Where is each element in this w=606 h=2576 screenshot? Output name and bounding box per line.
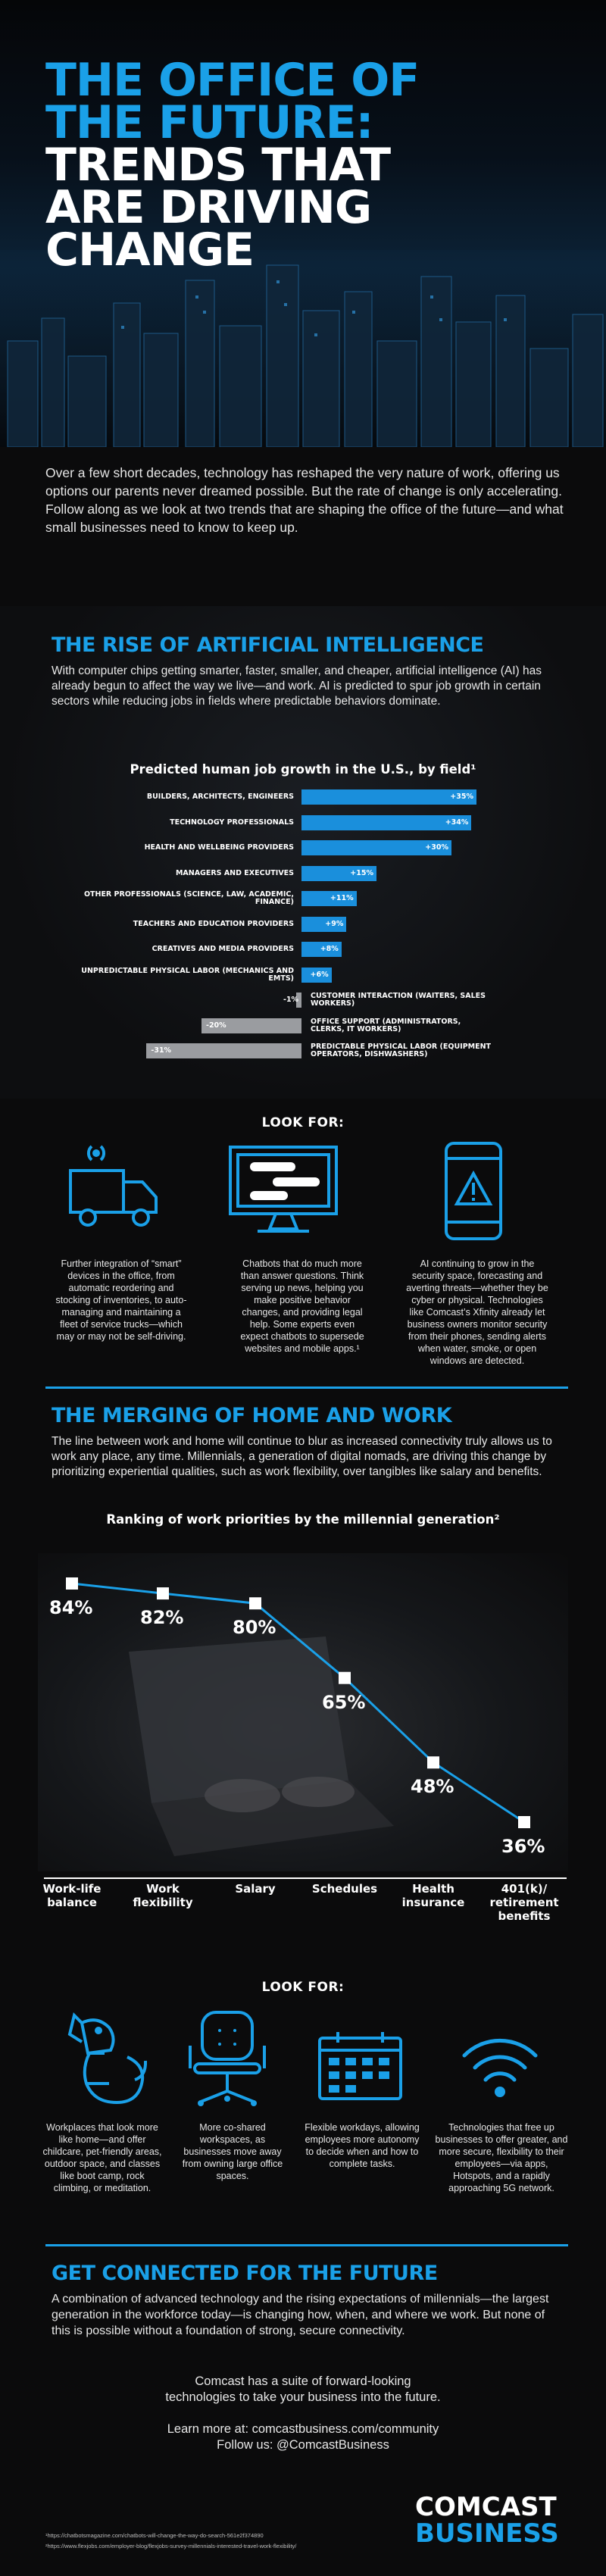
priority-value-5: 48%	[411, 1776, 454, 1798]
bar-category-11: PREDICTABLE PHYSICAL LABOR (EQUIPMENT OPERATORS, DISHWASHERS)	[311, 1043, 492, 1058]
smart-devices-text: Further integration of “smart” devices in the office, from automatic reordering and stocking of inventories, to auto-managing and maintaining a fleet of service trucks—which may or may not be self-driving.	[55, 1258, 187, 1342]
priority-point-1	[66, 1577, 78, 1590]
flexible-workdays-text: Flexible workdays, allowing employees more autonomy to decide when and how to complete tasks.	[305, 2122, 420, 2169]
ai-security-text: AI continuing to grow in the security space, forecasting and averting threats—whether they be cyber or physical. Technologies like Comcast’s Xfinity already let business owners monitor security from their phones, sending alerts when water, smoke, or open windows are detected.	[406, 1258, 548, 1366]
priority-value-4: 65%	[322, 1691, 366, 1713]
priority-point-3	[249, 1597, 261, 1609]
intro-paragraph: Over a few short decades, technology has reshaped the very nature of work, offering us options our parents never dreamed possible. But the rate of change is only accelerating. Follow along as we look at two trends that are shaping the office of the future—and what small businesses need to know to keep up.	[45, 465, 564, 535]
bar-category-6: TEACHERS AND EDUCATION PROVIDERS	[133, 919, 294, 928]
footnote-2[interactable]: ²https://www.flexjobs.com/employer-blog/flexjobs-survey-millennials-interested-travel-work-flexibility/	[45, 2543, 297, 2549]
connected-paragraph: A combination of advanced technology and the rising expectations of millennials—the largest generation in the workforce today—is changing how, when, and where we work. But none of this is possible without a foundation of strong, secure connectivity.	[52, 2293, 549, 2337]
bar-category-1: BUILDERS, ARCHITECTS, ENGINEERS	[146, 792, 294, 801]
look-for-heading-1: LOOK FOR:	[261, 1115, 345, 1130]
home-work-heading: THE MERGING OF HOME AND WORK	[52, 1404, 452, 1427]
section-divider-2	[45, 2244, 568, 2246]
priority-category-2: Work flexibility	[133, 1882, 193, 1909]
bar-value-4: +15%	[350, 868, 373, 877]
ai-heading: THE RISE OF ARTIFICIAL INTELLIGENCE	[52, 633, 484, 657]
priority-value-2: 82%	[140, 1607, 184, 1629]
hero-title-line-2: THE FUTURE:	[45, 96, 373, 149]
ai-paragraph: With computer chips getting smarter, faster, smaller, and cheaper, artificial intelligence (AI) has already begun to affect the way we live—and work. AI is predicted to spur job growth in certain sectors while reducing jobs in fields where predictable behaviors dominate.	[52, 664, 542, 708]
bar-category-3: HEALTH AND WELLBEING PROVIDERS	[144, 843, 294, 852]
suite-line-2: technologies to take your business into the future.	[165, 2390, 441, 2404]
hero-title-line-1: THE OFFICE OF	[45, 54, 420, 107]
job-growth-chart-title: Predicted human job growth in the U.S., by field¹	[130, 762, 476, 777]
logo-comcast: COMCAST	[415, 2492, 557, 2522]
priority-point-5	[427, 1756, 439, 1768]
learn-more-link[interactable]: Learn more at: comcastbusiness.com/community	[167, 2422, 439, 2436]
priority-category-1: Work-life balance	[42, 1882, 102, 1909]
bar-category-10: OFFICE SUPPORT (ADMINISTRATORS, CLERKS, IT WORKERS)	[311, 1017, 461, 1033]
bar-category-5: OTHER PROFESSIONALS (SCIENCE, LAW, ACADEMIC, FINANCE)	[83, 890, 294, 906]
logo-business: BUSINESS	[415, 2518, 559, 2549]
office-chair-icon	[186, 2008, 269, 2110]
co-shared-workspaces-text: More co-shared workspaces, as businesses move away from owning large office spaces.	[182, 2122, 283, 2181]
priority-category-3: Salary	[235, 1882, 276, 1896]
comcast-business-logo	[415, 2494, 559, 2547]
home-like-workplaces-text: Workplaces that look more like home—and offer childcare, pet-friendly areas, outdoor space, and classes like boot camp, rock climbing, or meditation.	[42, 2122, 162, 2193]
bar-value-6: +9%	[325, 919, 344, 928]
bar-value-8: +6%	[310, 970, 329, 979]
line-chart-baseline	[44, 1877, 567, 1879]
footnote-1[interactable]: ¹https://chatbotsmagazine.com/chatbots-will-change-the-way-do-search-561e2f374890	[45, 2532, 264, 2539]
bar-value-1: +35%	[450, 792, 473, 801]
bar-value-2: +34%	[445, 818, 469, 827]
chatbots-text: Chatbots that do much more than answer questions. Think serving up news, helping you make positive behavior changes, and providing legal help. Some experts even expect chatbots to supersede websites and mobile apps.¹	[240, 1258, 364, 1354]
hero-title-line-3: TRENDS THAT	[45, 139, 391, 192]
work-priorities-chart-title: Ranking of work priorities by the millennial generation²	[106, 1512, 500, 1527]
bar-value-11: -31%	[151, 1046, 172, 1055]
bar-value-5: +11%	[330, 894, 354, 902]
priority-point-6	[518, 1816, 530, 1828]
suite-line-1: Comcast has a suite of forward-looking	[195, 2374, 411, 2388]
bar-category-2: TECHNOLOGY PROFESSIONALS	[170, 818, 294, 827]
bar-value-3: +30%	[425, 843, 448, 852]
bar-category-8: UNPREDICTABLE PHYSICAL LABOR (MECHANICS AND EMTS)	[81, 966, 294, 983]
bar-category-4: MANAGERS AND EXECUTIVES	[175, 868, 294, 877]
home-work-paragraph: The line between work and home will continue to blur as increased connectivity truly allows us to work any place, any time. Millennials, a generation of digital nomads, are driving this change by prioritizing experiential qualities, such as work flexibility, over tangibles like salary and benefits.	[52, 1435, 552, 1478]
look-for-heading-2: LOOK FOR:	[261, 1980, 345, 1995]
bar-value-10: -20%	[206, 1021, 226, 1030]
priority-value-3: 80%	[233, 1617, 276, 1639]
priority-value-1: 84%	[49, 1597, 93, 1618]
dog-icon	[59, 2008, 150, 2110]
priority-category-4: Schedules	[311, 1882, 378, 1896]
priority-category-6: 401(k)/ retirement benefits	[489, 1882, 559, 1923]
priority-category-5: Health insurance	[401, 1882, 465, 1909]
connected-heading: GET CONNECTED FOR THE FUTURE	[52, 2262, 438, 2285]
hero-title-line-4: ARE DRIVING	[45, 181, 372, 234]
bar-value-9: -1%	[283, 996, 299, 1004]
priority-point-2	[157, 1587, 169, 1599]
hero-title-line-5: CHANGE	[45, 224, 255, 277]
bar-category-7: CREATIVES AND MEDIA PROVIDERS	[152, 945, 294, 953]
bar-value-7: +8%	[320, 945, 339, 953]
priority-point-4	[339, 1672, 351, 1684]
bar-category-9: CUSTOMER INTERACTION (WAITERS, SALES WORKERS)	[311, 992, 486, 1008]
connectivity-tech-text: Technologies that free up businesses to offer greater, and more secure, flexibility to their employees—via apps, Hotspots, and a rapidly approaching 5G network.	[435, 2122, 568, 2193]
priority-value-6: 36%	[501, 1836, 545, 1857]
wifi-icon	[458, 2027, 542, 2102]
calendar-icon	[317, 2030, 404, 2102]
follow-us-link[interactable]: Follow us: @ComcastBusiness	[217, 2438, 389, 2452]
